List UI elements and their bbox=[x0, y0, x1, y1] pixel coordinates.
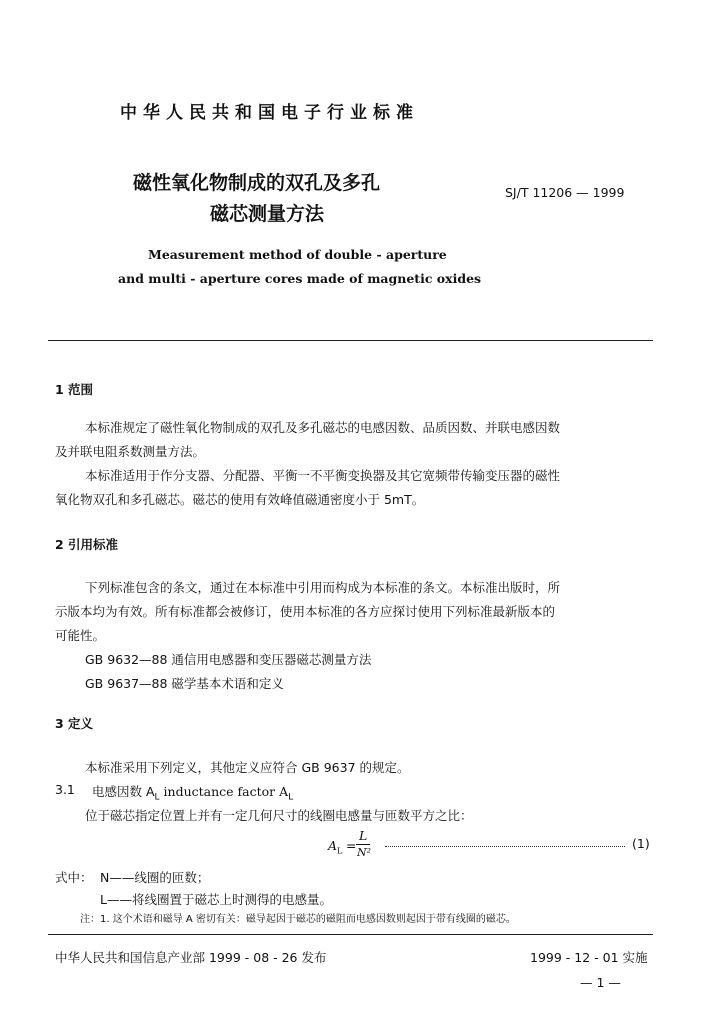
section-2-heading: 2 引用标准 bbox=[55, 537, 119, 552]
clause-3-1-title-en: inductance factor A bbox=[159, 784, 289, 799]
reference-item: GB 9632—88 通信用电感器和变压器磁芯测量方法 bbox=[85, 652, 372, 667]
reference-item: GB 9637—88 磁学基本术语和定义 bbox=[85, 676, 284, 691]
section-2-paragraph: 示版本均为有效。所有标准都会被修订，使用本标准的各方应探讨使用下列标准最新版本的 bbox=[55, 604, 556, 619]
formula-equals: = bbox=[346, 838, 357, 853]
clause-3-1-number: 3.1 bbox=[55, 782, 75, 797]
section-2-paragraph: 可能性。 bbox=[55, 628, 106, 643]
standard-number: SJ/T 11206 — 1999 bbox=[505, 185, 625, 200]
section-1-paragraph: 氧化物双孔和多孔磁芯。磁芯的使用有效峰值磁通密度小于 5mT。 bbox=[55, 492, 425, 507]
clause-3-1-definition: 位于磁芯指定位置上并有一定几何尺寸的线圈电感量与匝数平方之比： bbox=[85, 808, 473, 823]
dot-leader bbox=[385, 846, 625, 847]
formula-lhs: $A_L$ bbox=[328, 838, 343, 856]
section-2-paragraph: 下列标准包含的条文，通过在本标准中引用而构成为本标准的条文。本标准出版时，所 bbox=[85, 580, 561, 595]
header-divider bbox=[48, 340, 653, 341]
note: 注：1. 这个术语和磁导 A 密切有关：磁导起因于磁芯的磁阻而电感因数则起因于带有线圈的磁芯。 bbox=[80, 914, 516, 925]
subscript: L bbox=[337, 846, 343, 856]
clause-3-1-title-cn: 电感因数 A bbox=[92, 784, 155, 799]
formula-denominator: N² bbox=[357, 846, 372, 859]
implementation-date: 1999 - 12 - 01 实施 bbox=[530, 950, 648, 965]
title-en-line1: Measurement method of double - aperture bbox=[148, 247, 447, 262]
section-3-heading: 3 定义 bbox=[55, 716, 94, 731]
title-cn-line2: 磁芯测量方法 bbox=[210, 203, 325, 225]
issuer: 中华人民共和国信息产业部 1999 - 08 - 26 发布 bbox=[55, 950, 327, 965]
title-en-line2: and multi - aperture cores made of magnetic oxides bbox=[118, 271, 482, 286]
section-1-paragraph: 及并联电阻系数测量方法。 bbox=[55, 444, 206, 459]
org-standard-title: 中华人民共和国电子行业标准 bbox=[120, 103, 419, 123]
section-3-paragraph: 本标准采用下列定义，其他定义应符合 GB 9637 的规定。 bbox=[85, 760, 410, 775]
section-1-paragraph: 本标准规定了磁性氧化物制成的双孔及多孔磁芯的电感因数、品质因数、并联电感因数 bbox=[85, 420, 561, 435]
footer-divider bbox=[48, 934, 653, 935]
clause-3-1-title bbox=[92, 782, 293, 803]
page-number: — 1 — bbox=[580, 975, 621, 990]
formula-number: (1) bbox=[632, 836, 650, 851]
fraction-bar bbox=[356, 844, 370, 845]
where-n: N——线圈的匝数； bbox=[100, 870, 210, 885]
title-cn-line1: 磁性氧化物制成的双孔及多孔 bbox=[133, 172, 381, 194]
where-l: L——将线圈置于磁芯上时测得的电感量。 bbox=[100, 892, 332, 907]
formula-numerator: L bbox=[359, 828, 368, 843]
section-1-heading: 1 范围 bbox=[55, 382, 94, 397]
subscript: L bbox=[154, 792, 160, 803]
subscript: L bbox=[288, 792, 294, 803]
where-label: 式中： bbox=[55, 870, 93, 885]
section-1-paragraph: 本标准适用于作分支器、分配器、平衡一不平衡变换器及其它宽频带传输变压器的磁性 bbox=[85, 468, 561, 483]
